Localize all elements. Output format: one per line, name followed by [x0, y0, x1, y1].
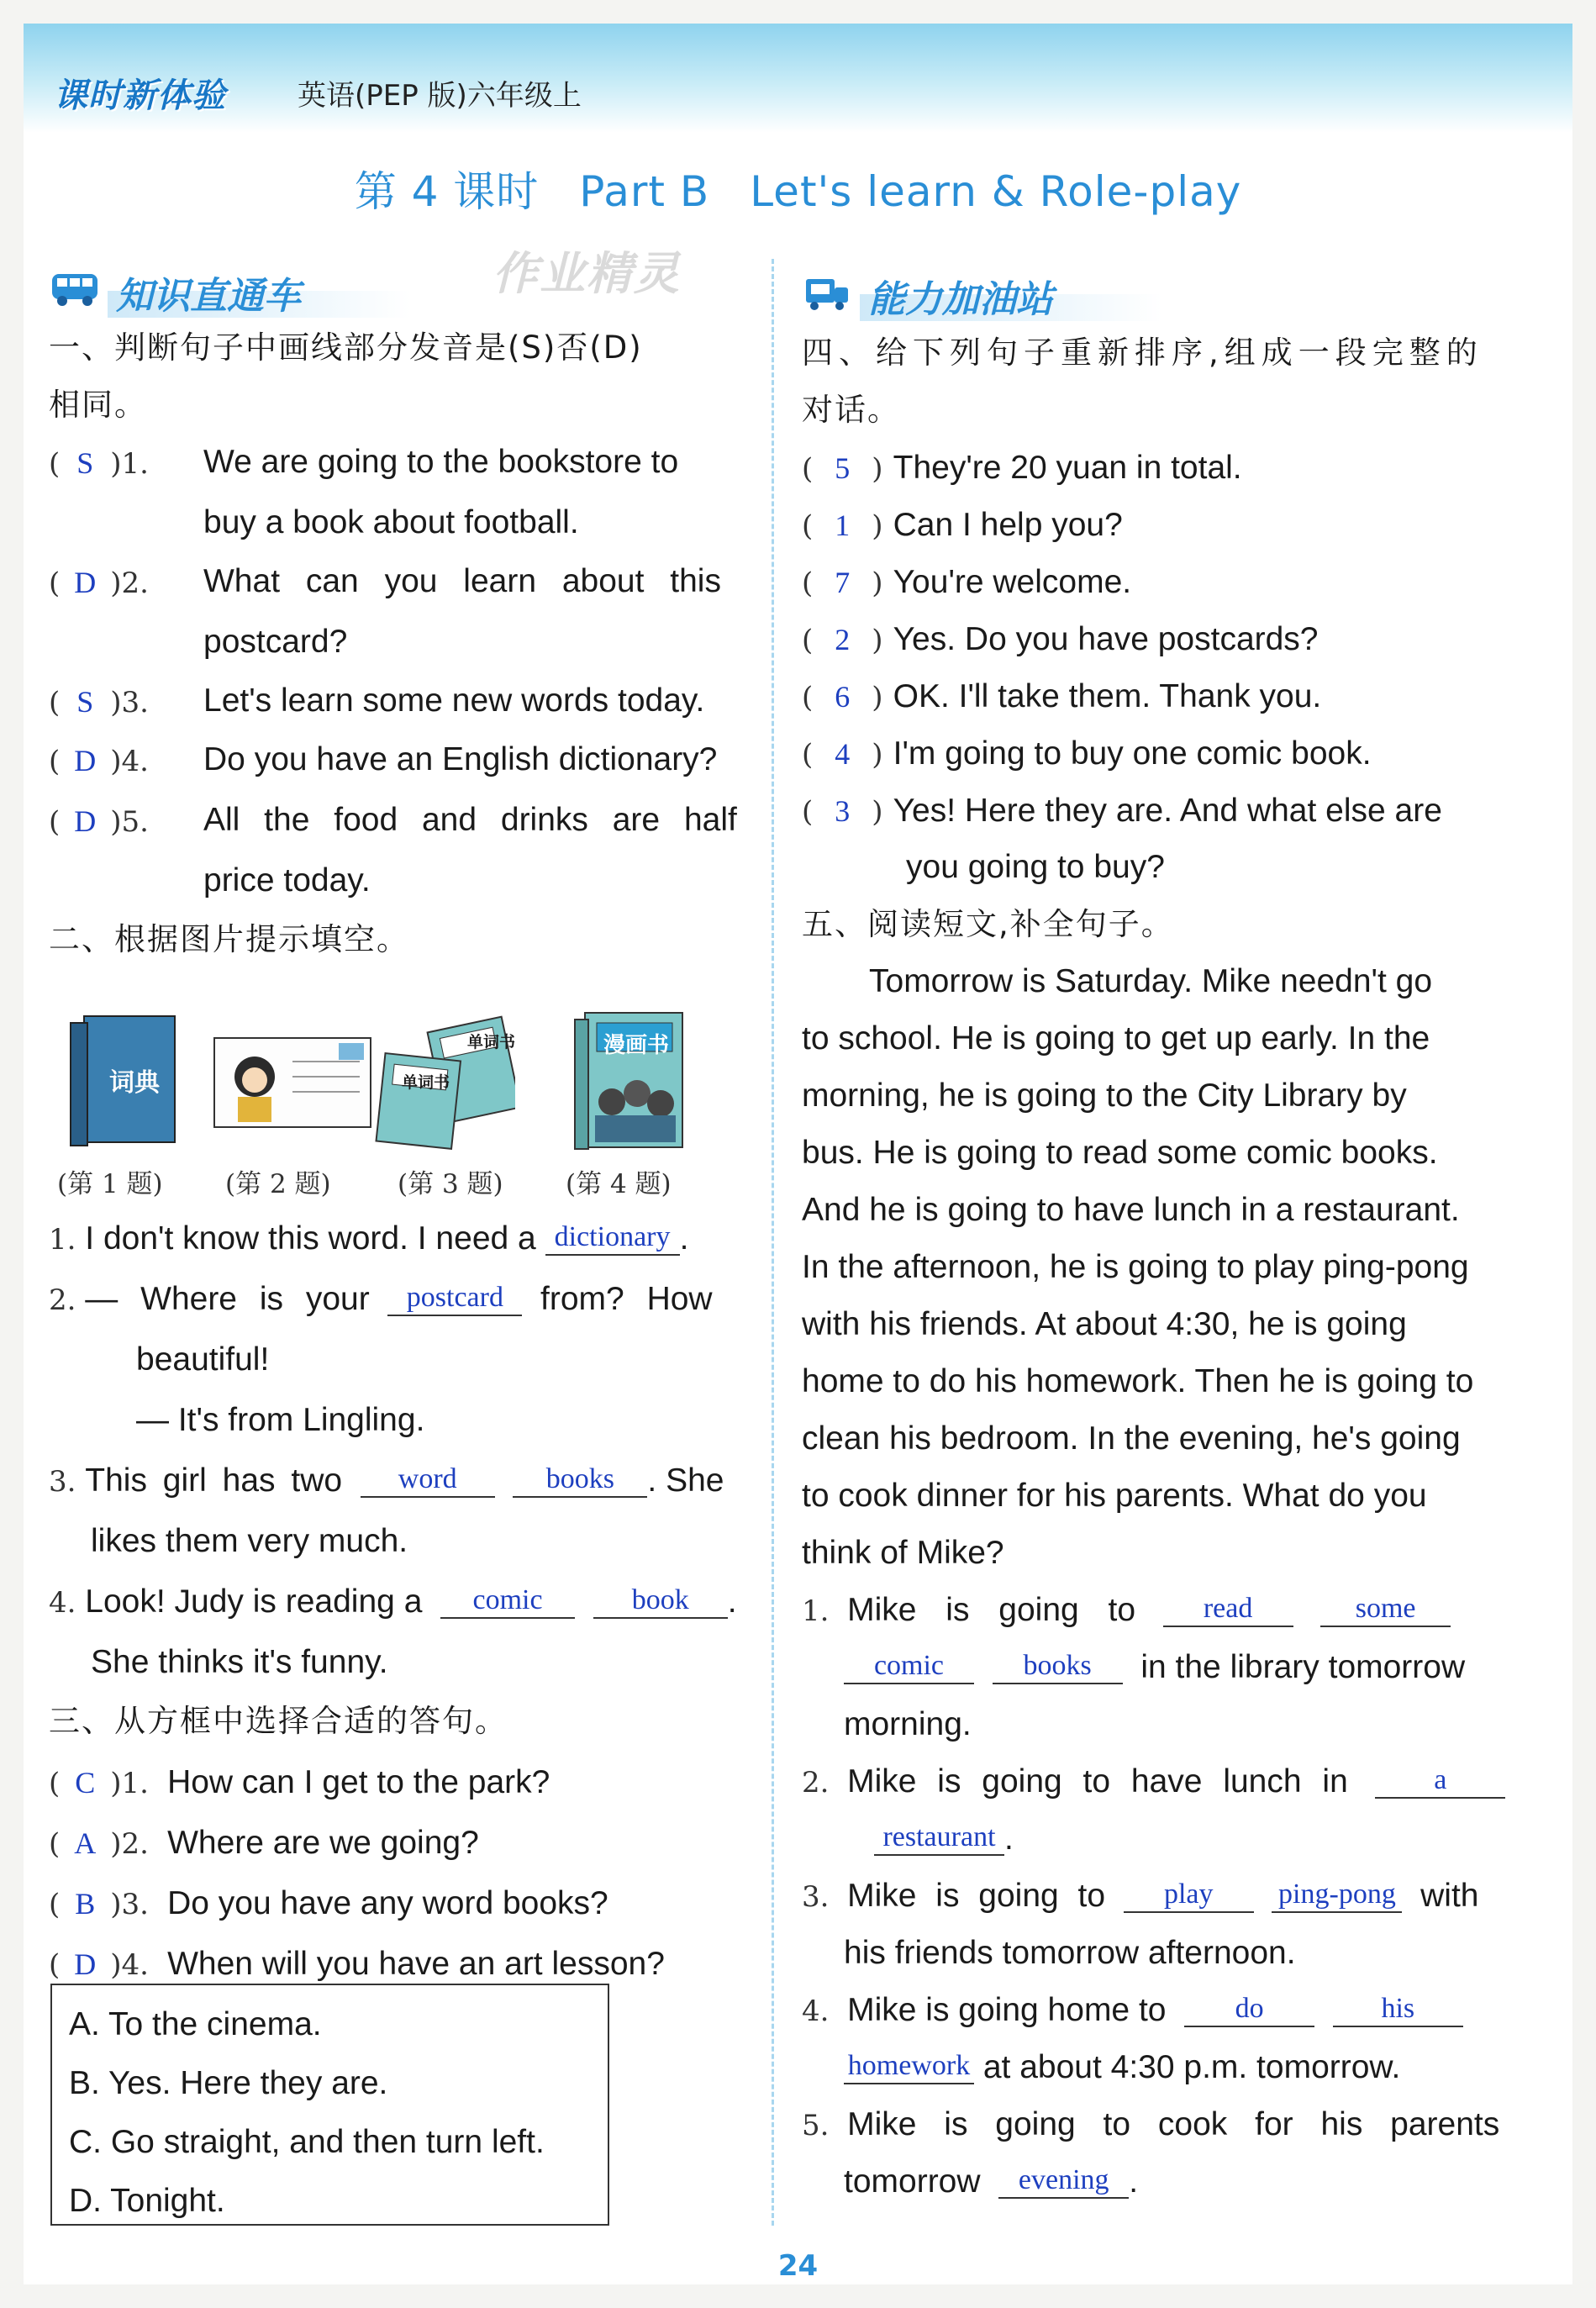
answer-blank: evening [998, 2163, 1129, 2199]
q2-item: 4. Look! Judy is reading a comic book . [49, 1583, 737, 1620]
q2-item-cont: She thinks it's funny. [91, 1644, 388, 1680]
left-section-title: 知识直通车 [116, 275, 301, 318]
answer-blank: book [593, 1583, 728, 1619]
q1-item-text: Let's learn some new words today. [203, 682, 705, 719]
q2-item-cont: beautiful! [136, 1341, 270, 1378]
q5-item-cont: comic books in the library tomorrow [844, 1647, 1465, 1688]
q3-item: ( B )3. Do you have any word books? [49, 1885, 608, 1921]
page-number: 24 [777, 2249, 819, 2283]
answer-blank: his [1333, 1992, 1463, 2027]
right-section-title: 能力加油站 [868, 278, 1053, 321]
answer-blank: homework [844, 2049, 974, 2084]
q4-item: ( 3 ) Yes! Here they are. And what else are [802, 793, 1442, 829]
passage-line: In the afternoon, he is going to play ping-pong [802, 1249, 1469, 1285]
answer-blank: dictionary [545, 1220, 680, 1256]
q1-item-text-cont: buy a book about football. [203, 504, 579, 540]
passage-line: to school. He is going to get up early. In the [802, 1020, 1430, 1057]
answer-blank: ping-pong [1272, 1878, 1402, 1913]
answer-blank: a [1375, 1763, 1505, 1799]
q5-item: 2. Mike is going to have lunch in a [802, 1762, 1505, 1803]
caption: (第 2 题) [225, 1169, 331, 1199]
q3-option: D. Tonight. [69, 2183, 225, 2219]
workbook-page [24, 24, 1572, 2284]
q4-item: ( 6 ) OK. I'll take them. Thank you. [802, 678, 1322, 714]
q2-title: 二、根据图片提示填空。 [49, 921, 409, 957]
q1-item-text: All the food and drinks are half [203, 802, 737, 838]
q5-item-cont: homework at about 4:30 p.m. tomorrow. [844, 2047, 1400, 2088]
q3-item: ( A )2. Where are we going? [49, 1825, 479, 1861]
q1-item: ( S )1. [49, 446, 149, 481]
q2-item: 3. This girl has two word books . She [49, 1462, 724, 1499]
answer-blank: some [1320, 1592, 1451, 1627]
q1-item: ( D )4. [49, 744, 149, 778]
q3-option: C. Go straight, and then turn left. [69, 2124, 545, 2160]
passage-line: clean his bedroom. In the evening, he's going [802, 1420, 1461, 1457]
answer-blank: read [1163, 1592, 1293, 1627]
dictionary-label: 词典 [109, 1068, 160, 1098]
q2-item: 1. I don't know this word. I need a dictionary . [49, 1220, 689, 1257]
answer-blank: comic [844, 1649, 974, 1684]
answer-blank: books [993, 1649, 1123, 1684]
q5-item-cont: restaurant . [874, 1819, 1014, 1859]
q4-item: ( 1 ) Can I help you? [802, 507, 1123, 543]
watermark: 作业精灵 [492, 247, 681, 300]
passage-line: bus. He is going to read some comic books. [802, 1135, 1438, 1171]
q3-item: ( D )4. When will you have an art lesson? [49, 1946, 665, 1982]
passage-line: And he is going to have lunch in a restaurant. [802, 1192, 1460, 1228]
q5-item-cont: tomorrow evening . [844, 2163, 1139, 2200]
q3-options-box [50, 1984, 609, 2226]
q1-item-text-cont: price today. [203, 862, 371, 898]
q1-item-text: We are going to the bookstore to [203, 444, 679, 480]
q3-option: A. To the cinema. [69, 2006, 322, 2042]
answer-blank: postcard [387, 1281, 522, 1316]
passage-line: to cook dinner for his parents. What do you [802, 1478, 1427, 1514]
q5-item: 1. Mike is going to read some [802, 1590, 1451, 1631]
passage-line: think of Mike? [802, 1535, 1004, 1571]
answer-blank: restaurant [874, 1821, 1004, 1856]
q4-item: ( 7 ) You're welcome. [802, 564, 1132, 600]
q4-item: ( 4 ) I'm going to buy one comic book. [802, 735, 1372, 772]
comic-book-label: 漫画书 [603, 1033, 670, 1058]
answer-blank: play [1124, 1878, 1254, 1913]
left-section-header [49, 261, 469, 321]
q5-item-cont: morning. [844, 1706, 972, 1742]
subject-label: 英语(PEP 版)六年级上 [298, 79, 582, 113]
q5-item: 5. Mike is going to cook for his parents [802, 2106, 1500, 2142]
lesson-number: 第 4 课时 [354, 167, 540, 216]
answer-blank: word [361, 1462, 495, 1498]
q2-item-cont: — It's from Lingling. [136, 1402, 425, 1438]
q5-item-cont: his friends tomorrow afternoon. [844, 1935, 1296, 1971]
page-header [24, 24, 1572, 133]
bus-icon [49, 269, 101, 309]
lesson-topic: Let's learn & Role-play [750, 167, 1242, 216]
q4-title-cont: 对话。 [802, 392, 900, 428]
q1-title-cont: 相同。 [49, 387, 147, 423]
q2-item-cont: likes them very much. [91, 1523, 408, 1559]
q3-item: ( C )1. How can I get to the park? [49, 1764, 550, 1800]
lesson-title [24, 158, 1572, 219]
series-logo: 课时新体验 [54, 76, 226, 115]
column-divider [772, 259, 774, 2226]
q2-pictures [66, 986, 721, 1154]
q3-title: 三、从方框中选择合适的答句。 [49, 1703, 508, 1739]
q1-item: ( D )2. [49, 566, 149, 600]
q1-item-text: What can you learn about this [203, 563, 721, 599]
right-section-header [801, 264, 1221, 324]
word-book-label: 单词书 [402, 1073, 450, 1092]
q4-title: 四、给下列句子重新排序,组成一段完整的 [802, 335, 1483, 371]
q5-item: 4. Mike is going home to do his [802, 1990, 1463, 2031]
q4-item: ( 5 ) They're 20 yuan in total. [802, 450, 1242, 486]
q1-title: 一、判断句子中画线部分发音是(S)否(D) [49, 329, 643, 366]
q1-item: ( D )5. [49, 804, 149, 839]
q4-item-cont: you going to buy? [906, 849, 1165, 885]
word-book-label: 单词书 [467, 1033, 516, 1051]
passage-line: morning, he is going to the City Library by [802, 1078, 1407, 1114]
caption: (第 3 题) [398, 1169, 503, 1199]
q3-option: B. Yes. Here they are. [69, 2065, 388, 2101]
q5-item: 3. Mike is going to play ping-pong with [802, 1878, 1479, 1914]
q1-item-text: Do you have an English dictionary? [203, 741, 718, 777]
passage-line: Tomorrow is Saturday. Mike needn't go [869, 963, 1433, 999]
q1-item-text-cont: postcard? [203, 624, 348, 660]
passage-line: with his friends. At about 4:30, he is going [802, 1306, 1407, 1342]
answer-blank: books [513, 1462, 647, 1498]
answer-blank: do [1184, 1992, 1314, 2027]
q4-item: ( 2 ) Yes. Do you have postcards? [802, 621, 1319, 657]
q1-item: ( S )3. [49, 685, 149, 719]
q2-item: 2. — Where is your postcard from? How [49, 1281, 713, 1317]
q5-title: 五、阅读短文,补全句子。 [802, 906, 1174, 942]
passage-line: home to do his homework. Then he is going to [802, 1363, 1474, 1399]
truck-icon [801, 272, 853, 313]
postcard-picture [213, 1036, 372, 1129]
caption: (第 4 题) [566, 1169, 672, 1199]
lesson-part: Part B [579, 167, 710, 216]
answer-blank: comic [440, 1583, 575, 1619]
caption: (第 1 题) [57, 1169, 163, 1199]
